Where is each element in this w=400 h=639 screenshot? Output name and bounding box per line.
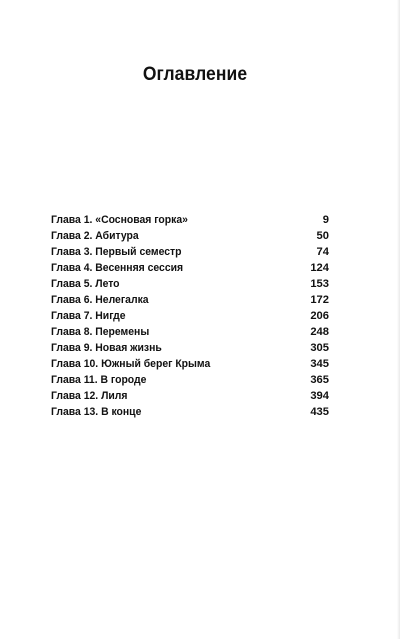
toc-entry-1[interactable] — [51, 212, 329, 228]
toc-entry-13[interactable] — [51, 404, 329, 420]
toc-entry-page-number: 305 — [310, 342, 329, 354]
toc-entry-label: Глава 9. Новая жизнь — [51, 342, 162, 354]
toc-entry-12[interactable] — [51, 388, 329, 404]
toc-entry-11[interactable] — [51, 372, 329, 388]
toc-entry-label: Глава 4. Весенняя сессия — [51, 262, 184, 274]
toc-entry-label: Глава 1. «Сосновая горка» — [51, 214, 188, 226]
toc-entry-label: Глава 11. В городе — [51, 374, 147, 386]
toc-entry-page-number: 124 — [310, 262, 329, 274]
toc-entry-8[interactable] — [51, 324, 329, 340]
toc-entry-2[interactable] — [51, 228, 329, 244]
toc-entry-label: Глава 2. Абитура — [51, 230, 139, 242]
toc-entry-page-number: 206 — [310, 310, 329, 322]
toc-entry-label: Глава 8. Перемены — [51, 326, 150, 338]
table-of-contents — [51, 212, 329, 420]
toc-entry-label: Глава 7. Нигде — [51, 310, 126, 322]
toc-entry-page-number: 153 — [310, 278, 329, 290]
toc-entry-label: Глава 5. Лето — [51, 278, 120, 290]
toc-entry-5[interactable] — [51, 276, 329, 292]
toc-entry-label: Глава 12. Лиля — [51, 390, 128, 402]
toc-entry-page-number: 172 — [310, 294, 329, 306]
toc-entry-page-number: 394 — [310, 390, 329, 402]
toc-entry-page-number: 365 — [310, 374, 329, 386]
toc-entry-page-number: 50 — [316, 230, 329, 242]
toc-entry-label: Глава 10. Южный берег Крыма — [51, 358, 211, 370]
toc-entry-label: Глава 3. Первый семестр — [51, 246, 182, 258]
toc-entry-label: Глава 6. Нелегалка — [51, 294, 149, 306]
page-title: Оглавление — [142, 64, 248, 85]
toc-entry-6[interactable] — [51, 292, 329, 308]
toc-entry-page-number: 74 — [316, 246, 329, 258]
toc-entry-9[interactable] — [51, 340, 329, 356]
toc-entry-3[interactable] — [51, 244, 329, 260]
toc-entry-7[interactable] — [51, 308, 329, 324]
toc-entry-label: Глава 13. В конце — [51, 406, 142, 418]
toc-entry-page-number: 435 — [310, 406, 329, 418]
toc-entry-page-number: 345 — [310, 358, 329, 370]
toc-entry-4[interactable] — [51, 260, 329, 276]
toc-entry-page-number: 248 — [310, 326, 329, 338]
toc-entry-10[interactable] — [51, 356, 329, 372]
toc-entry-page-number: 9 — [322, 214, 329, 226]
